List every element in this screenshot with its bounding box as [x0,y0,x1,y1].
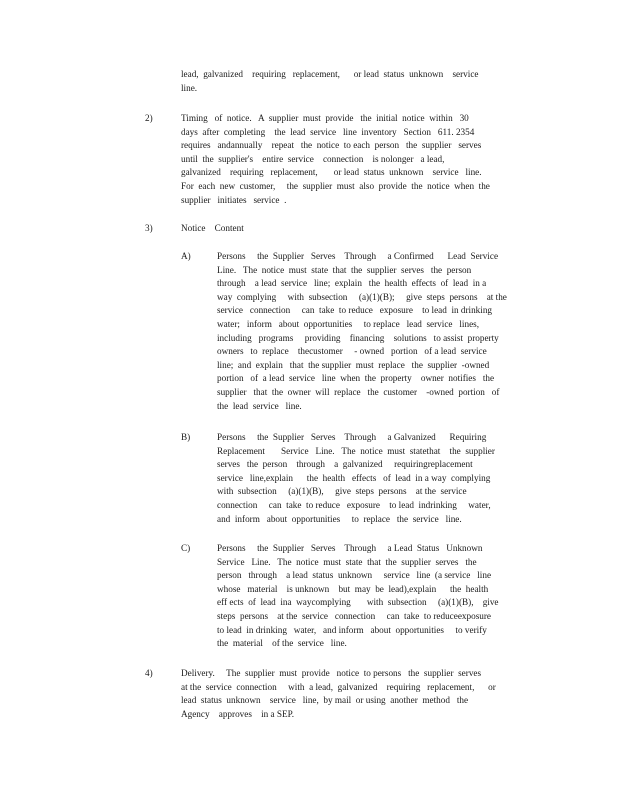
text-line: serves the person through a galvanized requiringreplacement [217,459,473,470]
text-line: through a lead service line; explain the health effects of lead in a [217,278,487,289]
text-line: supplier initiates service . [181,194,287,205]
text-line: Agency approves in a SEP. [181,708,295,719]
text-line: Replacement Service Line. The notice must statethat the supplier [217,445,495,456]
text-line: line; and explain that the supplier must replace the supplier -owned [217,359,490,370]
text-line: whose material is unknown but may be lead),explain the health [217,583,489,594]
text-line: the material of the service line. [217,638,347,649]
text-line: with subsection (a)(1)(B), give steps persons at the service [217,486,467,497]
text-line: Service Line. The notice must state that the supplier serves the [217,556,477,567]
text-line: the lead service line. [217,400,302,411]
text-line: steps persons at the service connection can take to reduceexposure [217,610,491,621]
text-line: eff ects of lead ina waycomplying with subsection (a)(1)(B), give [217,597,499,608]
text-line: way complying with subsection (a)(1)(B); give steps persons at the [217,291,507,302]
text-line: galvanized requiring replacement, or lead status unknown service line. [181,167,482,178]
text-line: Line. The notice must state that the supplier serves the person [217,264,472,275]
text-line: including programs providing financing solutions to assist property [217,332,499,343]
text-line: Delivery. The supplier must provide notice to persons the supplier serves [181,668,482,678]
text-line: service connection can take to reduce exposure to lead in drinking [217,305,493,316]
item-number-3: 3) [145,223,153,233]
text-line: For each new customer, the supplier must also provide the notice when the [181,180,490,191]
subitem-a-paragraph [217,250,541,413]
item-number-4: 4) [145,668,153,678]
item-4-paragraph [181,667,541,721]
text-line: water; inform about opportunities to replace lead service lines, [217,318,480,329]
text-line: requires andannually repeat the notice to each person the supplier serves [181,140,482,151]
text-line: Persons the Supplier Serves Through a Galvanized Requiring [217,432,487,442]
text-line: at the service connection with a lead, galvanized requiring replacement, or [181,681,496,692]
text-line: lead status unknown service line, by mail or using another method the [181,695,469,706]
subitem-letter-b: B) [181,432,191,442]
text-line: portion of a lead service line when the property owner notifies the [217,373,495,384]
text-line: Timing of notice. A supplier must provide the initial notice within 30 [181,113,469,123]
text-line: service line,explain the health effects of lead in a way complying [217,472,491,483]
text-line: Persons the Supplier Serves Through a Confirmed Lead Service [217,251,499,261]
intro-continuation [181,68,521,95]
text-line: line. [181,82,198,93]
text-line: to lead in drinking water, and inform about opportunities to verify [217,624,487,635]
item-3-heading: Notice Content [181,223,244,233]
text-line: supplier that the owner will replace the customer -owned portion of [217,386,500,397]
text-line: until the supplier's entire service connection is nolonger a lead, [181,153,445,164]
text-line: Persons the Supplier Serves Through a Lead Status Unknown [217,543,483,553]
text-line: connection can take to reduce exposure to lead indrinking water, [217,499,491,510]
subitem-letter-c: C) [181,543,191,553]
item-number-2: 2) [145,113,153,123]
text-line: and inform about opportunities to replace the service line. [217,513,462,524]
text-line: person through a lead status unknown service line (a service line [217,570,492,581]
text-line: owners to replace thecustomer - owned portion of a lead service [217,346,487,357]
item-2-paragraph [181,112,543,207]
subitem-b-paragraph [217,431,529,526]
text-line: lead, galvanized requiring replacement, or lead status unknown service [181,69,479,79]
subitem-letter-a: A) [181,251,191,261]
subitem-c-paragraph [217,542,531,651]
text-line: days after completing the lead service line inventory Section 611. 2354 [181,126,475,137]
